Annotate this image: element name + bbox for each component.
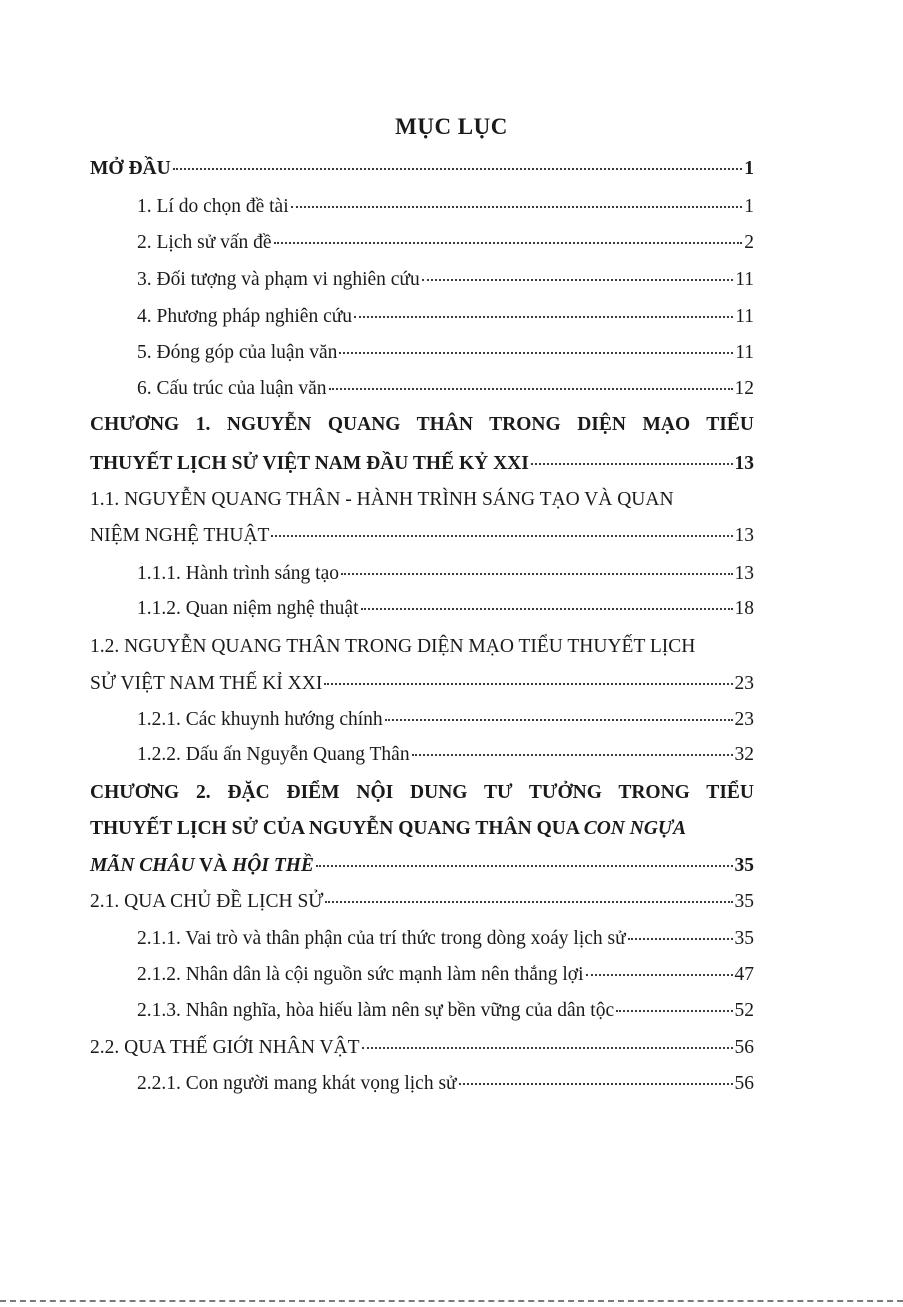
toc-title: MỤC LỤC bbox=[395, 114, 508, 139]
dot-leader bbox=[412, 754, 733, 756]
toc-section-2-1: 2.1. QUA CHỦ ĐỀ LỊCH SỬ 35 bbox=[90, 891, 754, 912]
dot-leader bbox=[325, 901, 732, 903]
dot-leader bbox=[354, 316, 733, 318]
toc-chapter-1-line-2: THUYẾT LỊCH SỬ VIỆT NAM ĐẦU THẾ KỶ XXI 13 bbox=[90, 453, 754, 474]
book-title-con-ngua: CON NGỰA bbox=[583, 818, 687, 839]
toc-section-1-2-line-2: SỬ VIỆT NAM THẾ KỈ XXI 23 bbox=[90, 673, 754, 694]
dot-leader bbox=[459, 1083, 733, 1085]
dot-leader bbox=[173, 168, 743, 170]
toc-chapter-2-line-3: MÃN CHÂU VÀ HỘI THỀ 35 bbox=[90, 855, 754, 876]
dot-leader bbox=[422, 279, 733, 281]
dot-leader bbox=[291, 206, 743, 208]
page-bottom-border bbox=[0, 1300, 903, 1302]
toc-subsection-2-1-3: 2.1.3. Nhân nghĩa, hòa hiếu làm nên sự bền vững của dân tộc 52 bbox=[137, 1000, 754, 1021]
dot-leader bbox=[361, 608, 733, 610]
toc-subsection-1-2-1: 1.2.1. Các khuynh hướng chính 23 bbox=[137, 709, 754, 730]
toc-entry-3: 3. Đối tượng và phạm vi nghiên cứu 11 bbox=[137, 269, 754, 290]
toc-subsection-1-1-2: 1.1.2. Quan niệm nghệ thuật 18 bbox=[137, 598, 754, 619]
dot-leader bbox=[341, 573, 732, 575]
toc-entry-mo-dau: MỞ ĐẦU 1 bbox=[90, 158, 754, 179]
toc-entry-5: 5. Đóng góp của luận văn 11 bbox=[137, 342, 754, 363]
dot-leader bbox=[316, 865, 733, 867]
dot-leader bbox=[362, 1047, 733, 1049]
dot-leader bbox=[339, 352, 733, 354]
toc-section-1-1-line-1: 1.1. NGUYỄN QUANG THÂN - HÀNH TRÌNH SÁNG TẠO VÀ QUAN bbox=[90, 489, 674, 510]
toc-entry-6: 6. Cấu trúc của luận văn 12 bbox=[137, 378, 754, 399]
toc-section-1-2-line-1: 1.2. NGUYỄN QUANG THÂN TRONG DIỆN MẠO TIỂU THUYẾT LỊCH bbox=[90, 636, 696, 657]
dot-leader bbox=[628, 938, 733, 940]
dot-leader bbox=[324, 683, 732, 685]
toc-subsection-2-2-1: 2.2.1. Con người mang khát vọng lịch sử 56 bbox=[137, 1073, 754, 1094]
toc-entry-4: 4. Phương pháp nghiên cứu 11 bbox=[137, 306, 754, 327]
toc-subsection-2-1-2: 2.1.2. Nhân dân là cội nguồn sức mạnh làm nên thắng lợi 47 bbox=[137, 964, 754, 985]
dot-leader bbox=[531, 463, 733, 465]
dot-leader bbox=[616, 1010, 732, 1012]
dot-leader bbox=[274, 242, 743, 244]
dot-leader bbox=[586, 974, 733, 976]
toc-chapter-2-line-2: THUYẾT LỊCH SỬ CỦA NGUYỄN QUANG THÂN QUA CON NGỰA bbox=[90, 818, 687, 839]
book-title-hoi-the: HỘI THỀ bbox=[232, 855, 314, 876]
dot-leader bbox=[329, 388, 733, 390]
toc-subsection-1-2-2: 1.2.2. Dấu ấn Nguyễn Quang Thân 32 bbox=[137, 744, 754, 765]
toc-entry-1: 1. Lí do chọn đề tài 1 bbox=[137, 196, 754, 217]
toc-subsection-2-1-1: 2.1.1. Vai trò và thân phận của trí thức trong dòng xoáy lịch sử 35 bbox=[137, 928, 754, 949]
dot-leader bbox=[385, 719, 733, 721]
toc-section-1-1-line-2: NIỆM NGHỆ THUẬT 13 bbox=[90, 525, 754, 546]
dot-leader bbox=[271, 535, 732, 537]
toc-entry-2: 2. Lịch sử vấn đề 2 bbox=[137, 232, 754, 253]
toc-section-2-2: 2.2. QUA THẾ GIỚI NHÂN VẬT 56 bbox=[90, 1037, 754, 1058]
toc-chapter-1-line-1: CHƯƠNG 1. NGUYỄN QUANG THÂN TRONG DIỆN MẠO TIỂU bbox=[90, 414, 754, 435]
toc-subsection-1-1-1: 1.1.1. Hành trình sáng tạo 13 bbox=[137, 563, 754, 584]
book-title-man-chau: MÃN CHÂU bbox=[90, 855, 195, 876]
toc-chapter-2-line-1: CHƯƠNG 2. ĐẶC ĐIỂM NỘI DUNG TƯ TƯỞNG TRONG TIỂU bbox=[90, 782, 754, 803]
